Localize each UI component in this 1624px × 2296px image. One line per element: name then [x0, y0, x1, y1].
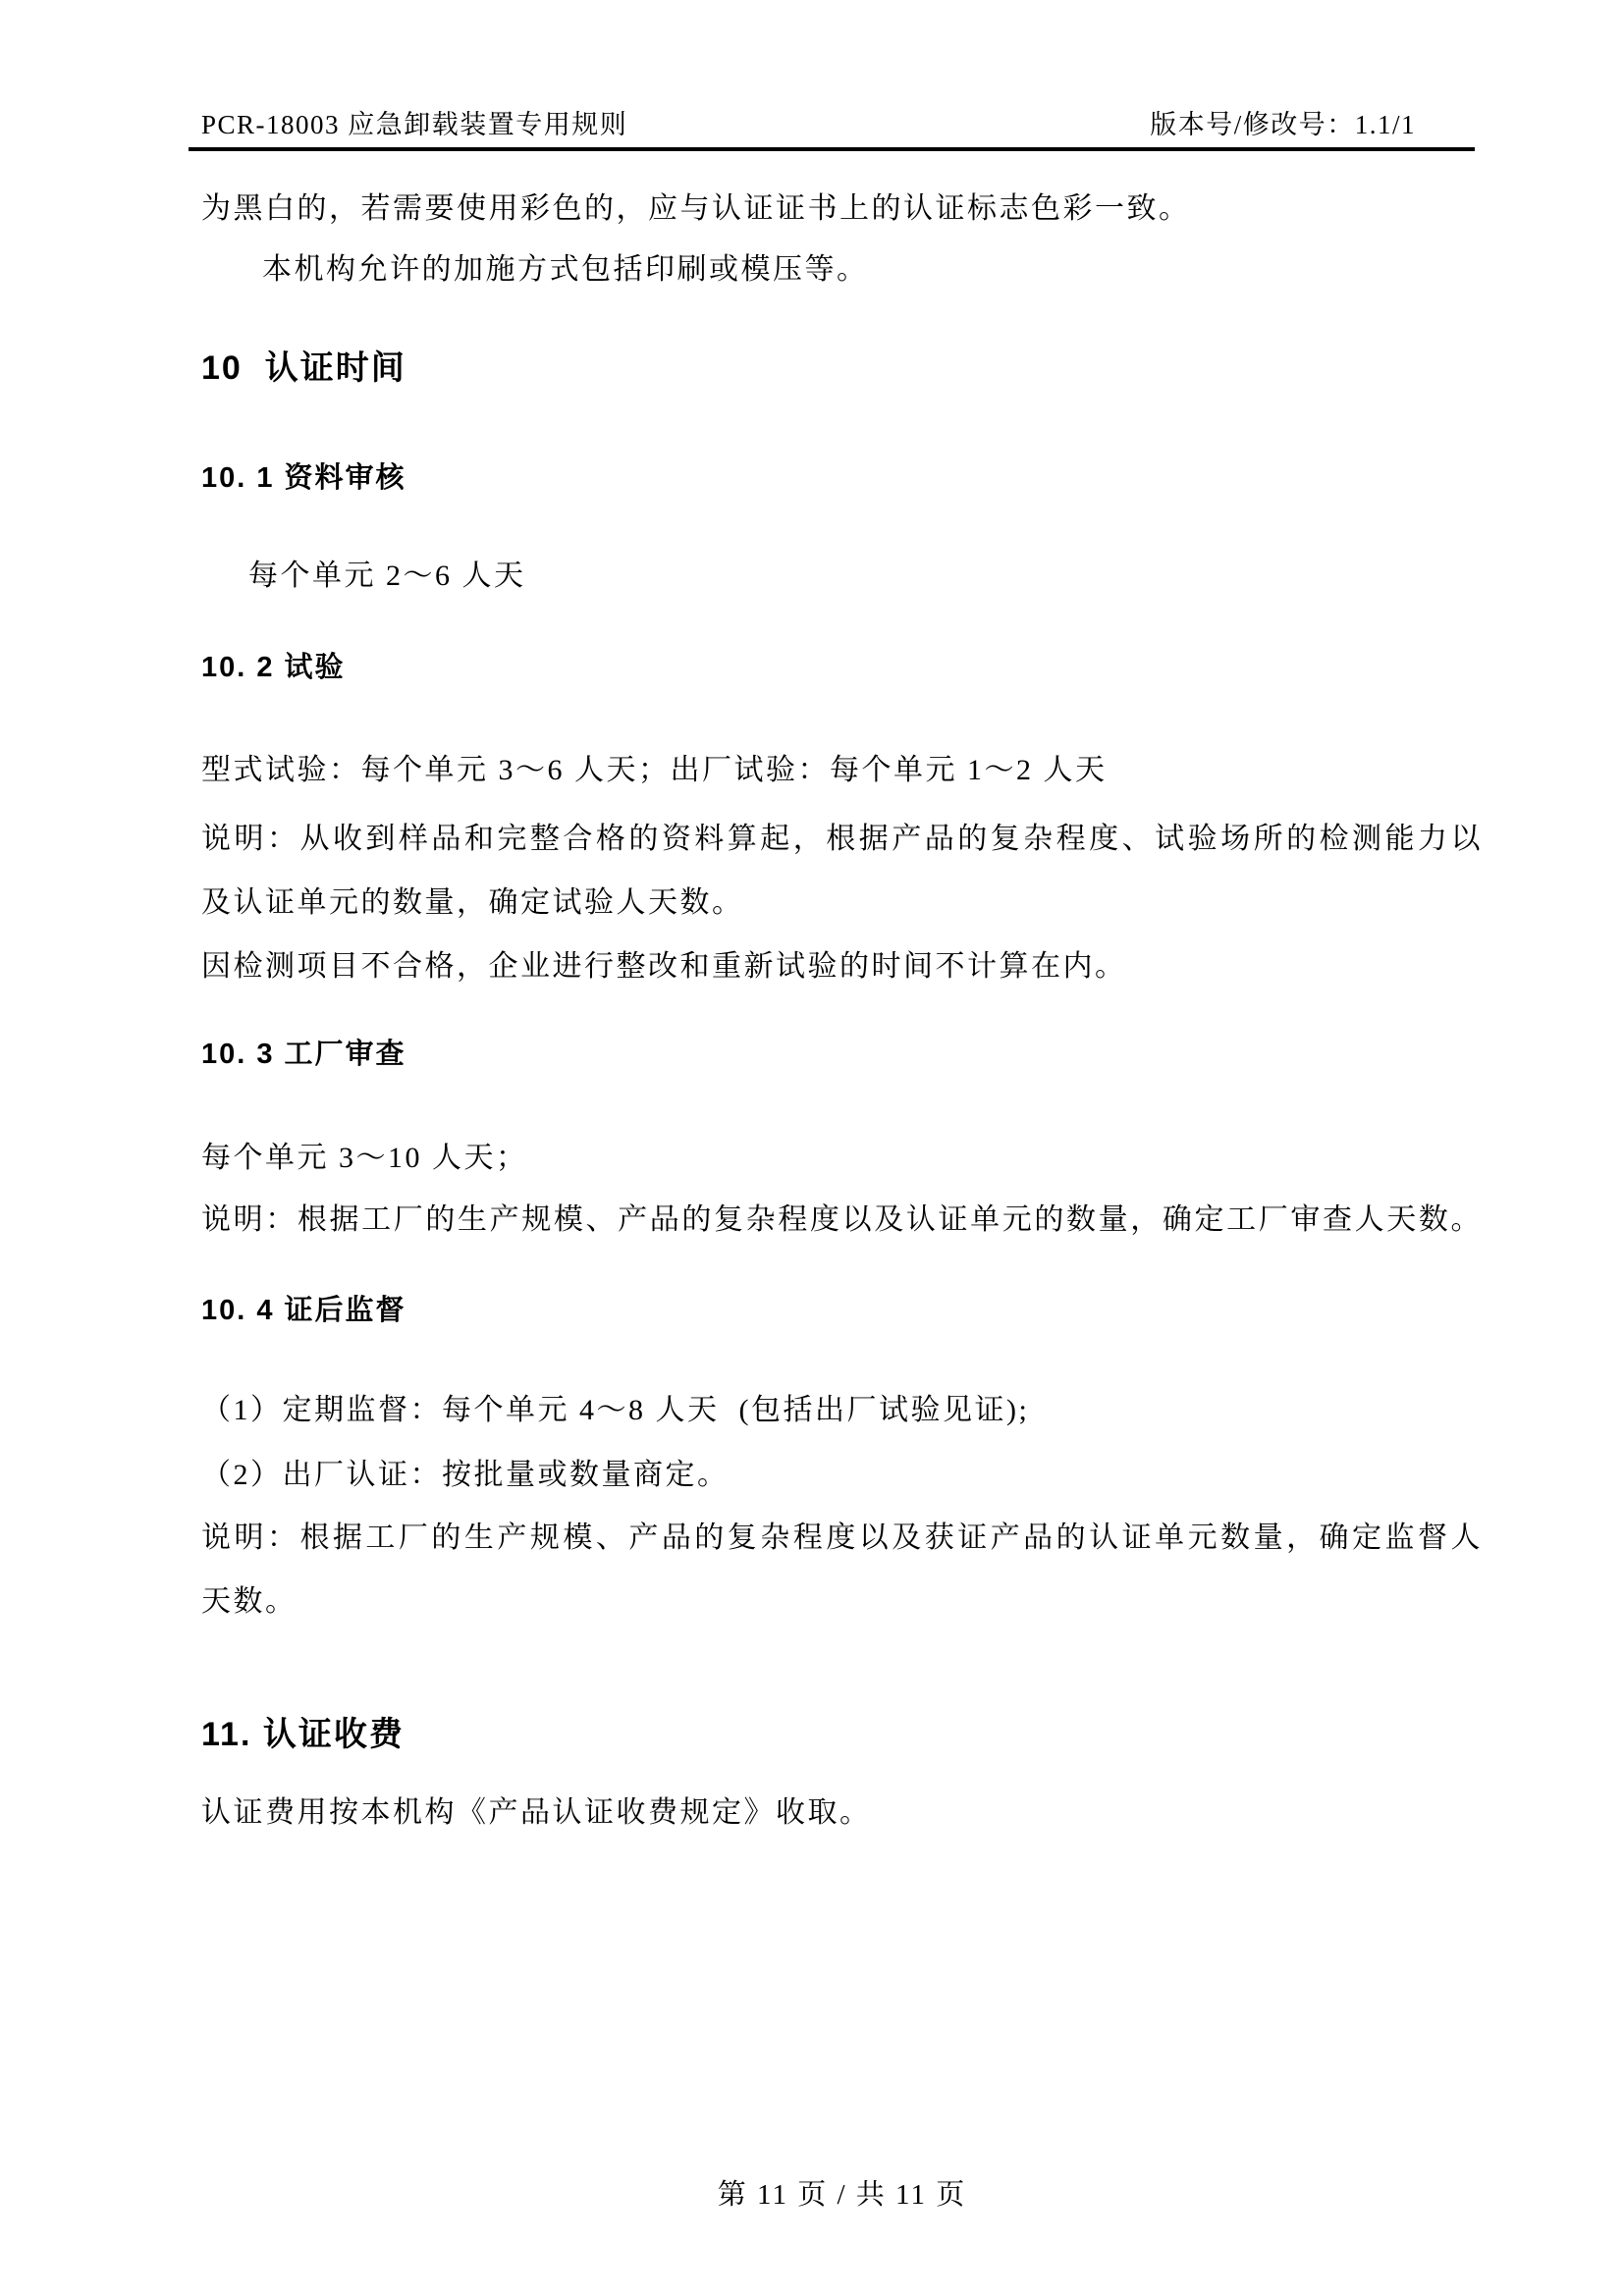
section-10-2-body-line-4: 因检测项目不合格，企业进行整改和重新试验的时间不计算在内。: [201, 950, 1127, 983]
section-10-1-body-line-1: 每个单元 2～6 人天: [248, 560, 526, 592]
intro-paragraph-line-1: 为黑白的，若需要使用彩色的，应与认证证书上的认证标志色彩一致。: [201, 192, 1191, 225]
section-10-2-heading: 10. 2 试验: [201, 652, 346, 683]
section-10-3-body-line-2: 说明：根据工厂的生产规模、产品的复杂程度以及认证单元的数量，确定工厂审查人天数。: [201, 1203, 1483, 1236]
header-doc-code: PCR-18003 应急卸载装置专用规则: [201, 110, 628, 139]
section-10-2-body-line-2: 说明：从收到样品和完整合格的资料算起，根据产品的复杂程度、试验场所的检测能力以: [201, 823, 1483, 855]
section-10-3-body-line-1: 每个单元 3～10 人天；: [201, 1142, 528, 1174]
section-10-4-body-line-1: （1）定期监督：每个单元 4～8 人天 (包括出厂试验见证);: [201, 1394, 1030, 1426]
header-rule: [189, 147, 1475, 151]
section-10-2-body-line-3: 及认证单元的数量，确定试验人天数。: [201, 886, 744, 919]
section-10-4-body-line-3: 说明：根据工厂的生产规模、产品的复杂程度以及获证产品的认证单元数量，确定监督人: [201, 1522, 1483, 1554]
section-10-3-heading: 10. 3 工厂审查: [201, 1039, 406, 1070]
section-10-4-body-line-4: 天数。: [201, 1585, 298, 1618]
section-11-heading: 11. 认证收费: [201, 1716, 405, 1753]
header-version: 版本号/修改号：1.1/1: [1150, 110, 1416, 139]
section-10-2-body-line-1: 型式试验：每个单元 3～6 人天；出厂试验：每个单元 1～2 人天: [201, 754, 1108, 786]
section-11-body-line-1: 认证费用按本机构《产品认证收费规定》收取。: [201, 1796, 872, 1829]
intro-paragraph-line-2: 本机构允许的加施方式包括印刷或模压等。: [262, 253, 869, 286]
footer-page-number: 第 11 页 / 共 11 页: [717, 2179, 967, 2211]
section-10-1-heading: 10. 1 资料审核: [201, 462, 406, 494]
section-10-4-body-line-2: （2）出厂认证：按批量或数量商定。: [201, 1459, 730, 1491]
section-10-heading: 10 认证时间: [201, 349, 406, 387]
section-10-4-heading: 10. 4 证后监督: [201, 1295, 406, 1326]
